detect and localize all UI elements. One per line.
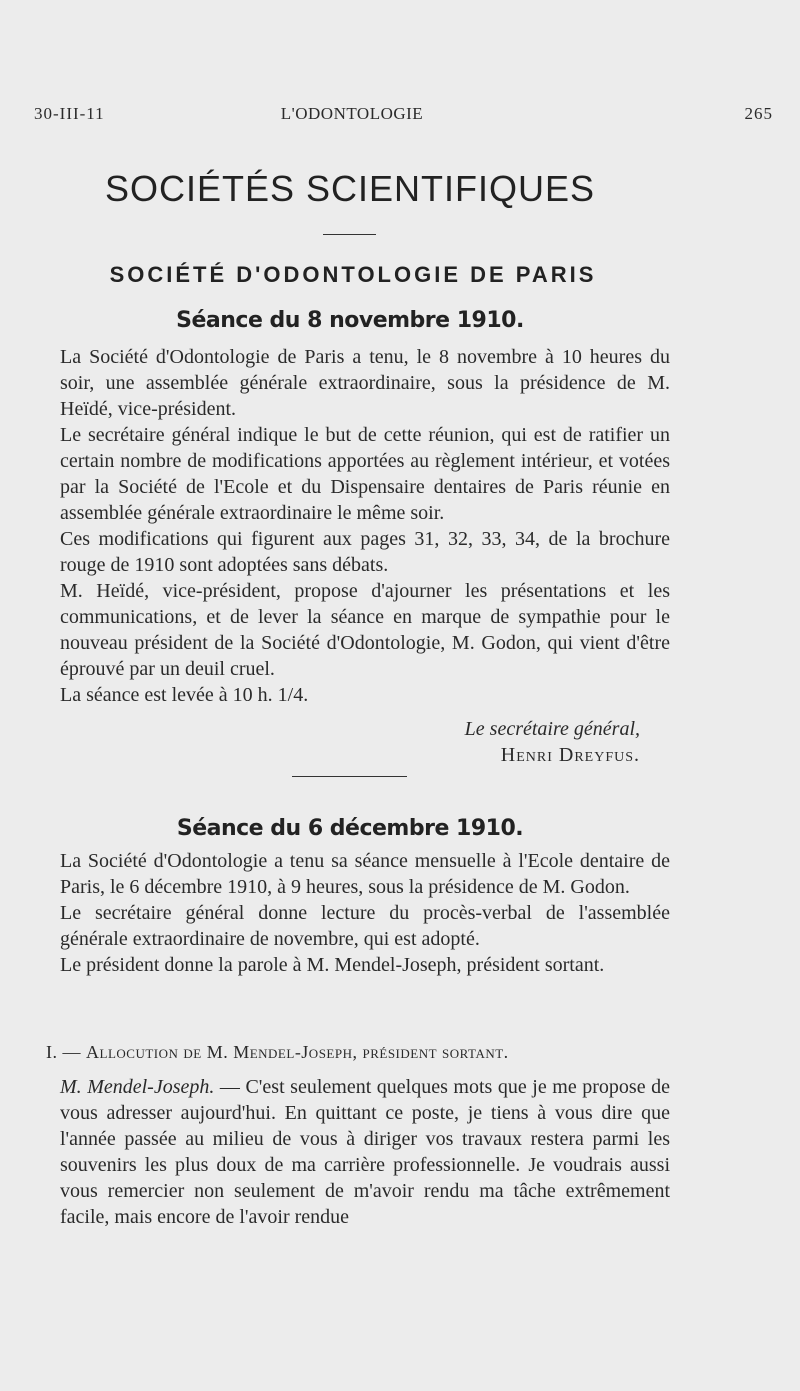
seance-heading-november: Séance du 8 novembre 1910. xyxy=(176,308,524,333)
paragraph: La séance est levée à 10 h. 1/4. xyxy=(60,684,309,706)
running-head xyxy=(34,104,773,130)
signature-title: Le secrétaire général, xyxy=(464,718,640,740)
allocation-prefix: I. — xyxy=(46,1042,86,1062)
speech-paragraph xyxy=(60,1074,670,1230)
allocation-heading xyxy=(46,1042,666,1063)
speech-text: — C'est seulement quelques mots que je me propose de vous adresser aujourd'hui. En quittant ce poste, je tiens à vous dire que l'année passée au milieu de vous à diriger vos travaux restera parmi les souvenirs les plus doux de ma carrière professionnelle. Je voudrais aussi vous remercier non seulement de m'avoir rendu ma tâche extrêmement facile, mais encore de l'avoir rendue xyxy=(60,1076,670,1228)
seance-november-body xyxy=(60,344,670,708)
paragraph: La Société d'Odontologie de Paris a tenu, le 8 novembre à 10 heures du soir, une assemblée générale extraordinaire, sous la présidence de M. Heïdé, vice-président. xyxy=(60,346,670,420)
seance-december-body xyxy=(60,848,670,978)
allocation-title: Allocution de M. Mendel-Joseph, président sortant. xyxy=(86,1042,509,1062)
seance-heading-december: Séance du 6 décembre 1910. xyxy=(176,816,524,841)
society-title: SOCIÉTÉ D'ODONTOLOGIE DE PARIS xyxy=(109,262,597,287)
paragraph: Le président donne la parole à M. Mendel-Joseph, président sortant. xyxy=(60,954,605,976)
divider-rule xyxy=(323,234,376,235)
signature xyxy=(380,716,640,768)
paragraph: Ces modifications qui figurent aux pages 31, 32, 33, 34, de la brochure rouge de 1910 sont adoptées sans débats. xyxy=(60,528,670,576)
divider-rule xyxy=(292,776,407,777)
paragraph: M. Heïdé, vice-président, propose d'ajourner les présentations et les communications, et de lever la séance en marque de sympathie pour le nouveau président de la Société d'Odontologie, M. Godon, qui vient d'être éprouvé par un deuil cruel. xyxy=(60,580,670,680)
paragraph: Le secrétaire général donne lecture du procès-verbal de l'assemblée générale extraordinaire de novembre, qui est adopté. xyxy=(60,902,670,950)
header-date: 30-III-11 xyxy=(34,104,105,123)
speaker-name: M. Mendel-Joseph. xyxy=(60,1076,215,1098)
page-number: 265 xyxy=(744,104,773,123)
paragraph: La Société d'Odontologie a tenu sa séance mensuelle à l'Ecole dentaire de Paris, le 6 décembre 1910, à 9 heures, sous la présidence de M. Godon. xyxy=(60,850,670,898)
section-title: SOCIÉTÉS SCIENTIFIQUES xyxy=(104,168,596,209)
journal-title: L'ODONTOLOGIE xyxy=(280,104,424,123)
paragraph: Le secrétaire général indique le but de cette réunion, qui est de ratifier un certain nombre de modifications apportées au règlement intérieur, et votées par la Société de l'Ecole et du Dispensaire dentaires de Paris réunie en assemblée générale extraordinaire le même soir. xyxy=(60,424,670,524)
signature-name: Henri Dreyfus. xyxy=(500,744,640,766)
